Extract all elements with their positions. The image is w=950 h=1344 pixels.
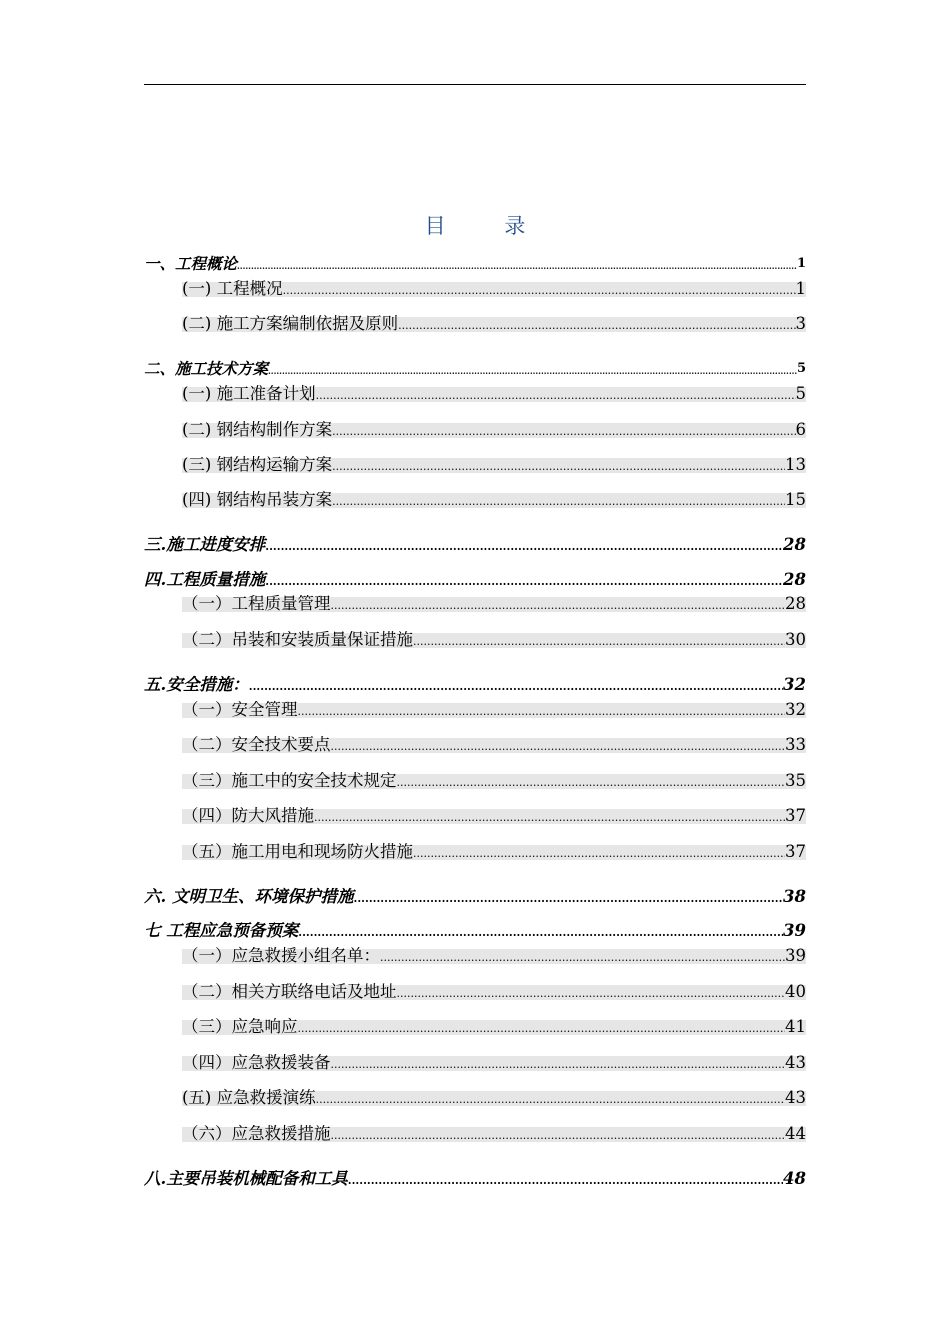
toc-subentry[interactable] (182, 383, 806, 405)
dot-leader (332, 460, 785, 476)
dot-leader (397, 987, 786, 1003)
toc-subentry[interactable] (182, 734, 806, 756)
toc-page-number: 15 (785, 490, 806, 509)
toc-heading[interactable] (144, 358, 806, 380)
toc-page-number: 37 (785, 806, 806, 825)
toc-entry-title: （二）安全技术要点 (182, 735, 331, 754)
dot-leader (380, 951, 785, 967)
dot-leader (354, 892, 784, 908)
toc-subentry[interactable] (182, 841, 806, 863)
toc-subentry[interactable] (182, 699, 806, 721)
toc-entry-title: （三）应急响应 (182, 1017, 298, 1036)
toc-entry-title: （一）应急救援小组名单： (182, 946, 380, 965)
toc-page-number: 41 (785, 1017, 806, 1036)
toc-subentry[interactable] (182, 419, 806, 441)
toc-page-number: 33 (785, 735, 806, 754)
dot-leader (398, 319, 795, 335)
dot-leader (298, 926, 783, 942)
toc-heading[interactable] (144, 569, 806, 591)
toc-page-number: 1 (795, 279, 806, 298)
toc-heading[interactable] (144, 534, 806, 556)
toc-page-number: 28 (785, 594, 806, 613)
toc-heading[interactable] (144, 674, 806, 696)
toc-entry-title: （六）应急救援措施 (182, 1124, 331, 1143)
dot-leader (265, 540, 783, 556)
toc-subentry[interactable] (182, 454, 806, 476)
toc-entry-title: （五）施工用电和现场防火措施 (182, 842, 413, 861)
dot-leader (237, 259, 797, 275)
dot-leader (298, 705, 786, 721)
toc-page-number: 5 (795, 384, 806, 403)
dot-leader (249, 680, 783, 696)
toc-entry-title: 三.施工进度安排 (144, 535, 266, 554)
toc-subentry[interactable] (182, 278, 806, 300)
toc-page-number: 48 (783, 1169, 806, 1188)
toc-page-number: 13 (785, 455, 806, 474)
toc-page-number: 39 (785, 946, 806, 965)
dot-leader (331, 740, 786, 756)
toc-subentry[interactable] (182, 770, 806, 792)
toc-subentry[interactable] (182, 945, 806, 967)
toc-heading[interactable] (144, 920, 806, 942)
toc-page-number: 1 (796, 256, 806, 271)
toc-subentry[interactable] (182, 1016, 806, 1038)
dot-leader (314, 811, 785, 827)
toc-page-number: 28 (783, 535, 806, 554)
toc-entry-title: (四) 钢结构吊装方案 (182, 490, 333, 509)
toc-entry-title: （四）防大风措施 (182, 806, 314, 825)
dot-leader (283, 284, 796, 300)
toc-entry-title: 六. 文明卫生、环境保护措施 (144, 887, 354, 906)
toc-entry-title: 七 工程应急预备预案 (144, 921, 299, 940)
toc-page-number: 43 (785, 1088, 806, 1107)
toc-page-number: 6 (795, 420, 806, 439)
toc-page-number: 39 (783, 921, 806, 940)
toc-page-number: 35 (785, 771, 806, 790)
toc-page-number: 38 (783, 887, 806, 906)
toc-page-number: 43 (785, 1053, 806, 1072)
toc-page-number: 5 (796, 361, 806, 376)
dot-leader (348, 1174, 783, 1190)
toc-entry-title: (二) 施工方案编制依据及原则 (182, 314, 399, 333)
toc-entry-title: 五.安全措施： (144, 675, 249, 694)
dot-leader (298, 1022, 786, 1038)
toc-entry-title: （一）工程质量管理 (182, 594, 331, 613)
toc-title: 目 录 (424, 214, 552, 238)
toc-subentry[interactable] (182, 313, 806, 335)
dot-leader (332, 495, 785, 511)
dot-leader (316, 1093, 785, 1109)
toc-entry-title: (二) 钢结构制作方案 (182, 420, 333, 439)
toc-entry-title: 二、施工技术方案 (144, 359, 269, 378)
toc-entry-title: (一) 施工准备计划 (182, 384, 316, 403)
dot-leader (265, 575, 783, 591)
toc-subentry[interactable] (182, 1123, 806, 1145)
toc-entry-title: 一、工程概论 (144, 254, 238, 273)
toc-entry-title: （一）安全管理 (182, 700, 298, 719)
toc-subentry[interactable] (182, 1052, 806, 1074)
toc-heading[interactable] (144, 1168, 806, 1190)
toc-entry-title: 八.主要吊装机械配备和工具 (144, 1169, 348, 1188)
dot-leader (413, 847, 785, 863)
toc-page-number: 40 (785, 982, 806, 1001)
toc-page-number: 28 (783, 570, 806, 589)
toc-entry-title: (三) 钢结构运输方案 (182, 455, 333, 474)
toc-page-number: 3 (795, 314, 806, 333)
toc-entry-title: 四.工程质量措施 (144, 570, 266, 589)
toc-subentry[interactable] (182, 629, 806, 651)
toc-subentry[interactable] (182, 1087, 806, 1109)
toc-subentry[interactable] (182, 593, 806, 615)
toc-entry-title: (五) 应急救援演练 (182, 1088, 316, 1107)
dot-leader (331, 1129, 786, 1145)
toc-page-number: 44 (785, 1124, 806, 1143)
dot-leader (331, 1058, 786, 1074)
toc-entry-title: （三）施工中的安全技术规定 (182, 771, 397, 790)
toc-subentry[interactable] (182, 981, 806, 1003)
toc-entry-title: (一) 工程概况 (182, 279, 283, 298)
toc-heading[interactable] (144, 253, 806, 275)
dot-leader (397, 776, 786, 792)
toc-entry-title: （二）相关方联络电话及地址 (182, 982, 397, 1001)
toc-page-number: 32 (783, 675, 806, 694)
dot-leader (268, 364, 797, 380)
toc-subentry[interactable] (182, 489, 806, 511)
dot-leader (413, 635, 785, 651)
dot-leader (316, 389, 796, 405)
toc-subentry[interactable] (182, 805, 806, 827)
toc-entry-title: （二）吊装和安装质量保证措施 (182, 630, 413, 649)
toc-heading[interactable] (144, 886, 806, 908)
dot-leader (332, 425, 795, 441)
toc-page-number: 32 (785, 700, 806, 719)
toc-entry-title: （四）应急救援装备 (182, 1053, 331, 1072)
dot-leader (331, 599, 786, 615)
toc-page-number: 30 (785, 630, 806, 649)
toc-page-number: 37 (785, 842, 806, 861)
